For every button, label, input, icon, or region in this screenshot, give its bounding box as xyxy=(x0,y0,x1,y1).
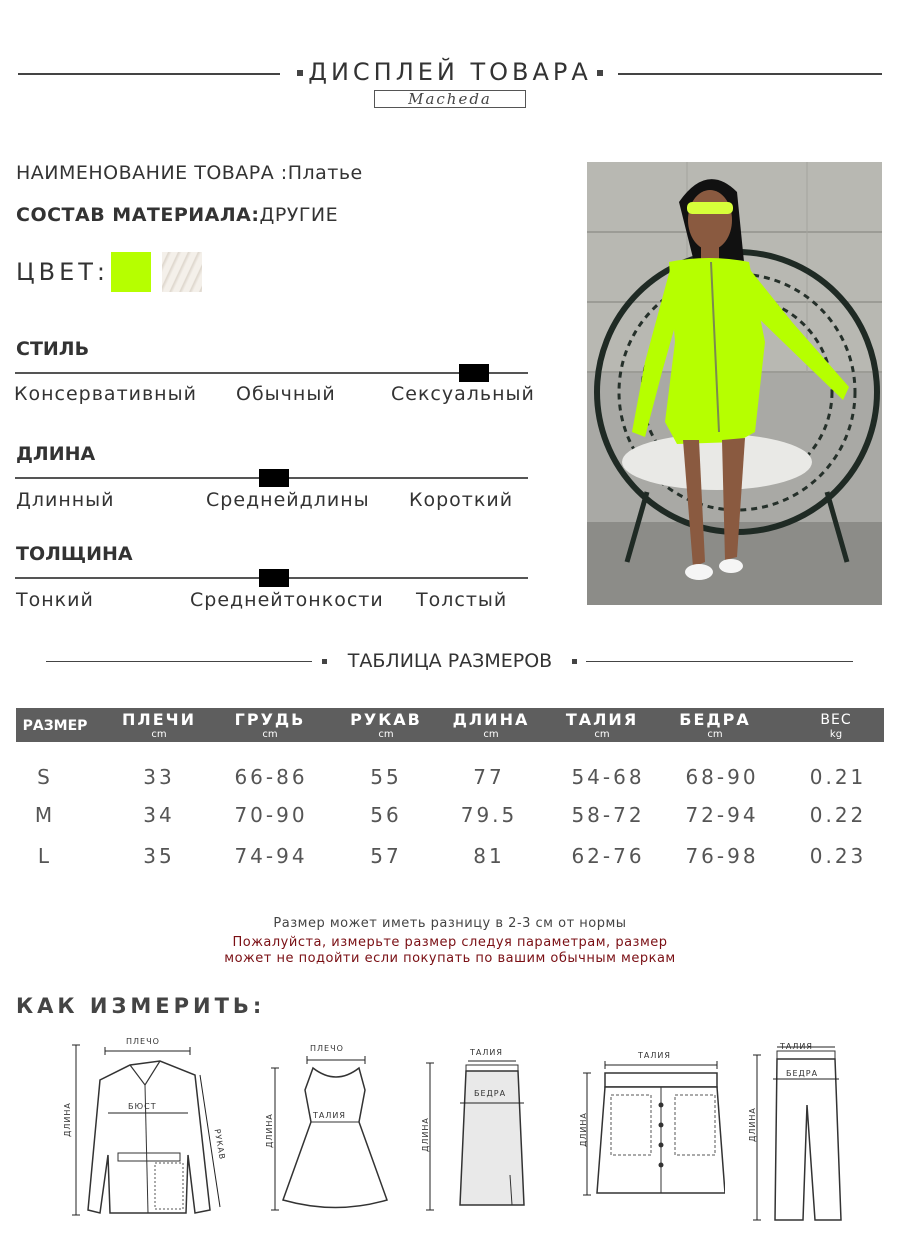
size-table-header xyxy=(16,708,884,742)
table-cell: 0.22 xyxy=(809,803,867,827)
header-right-square xyxy=(597,70,603,76)
table-cell: 0.21 xyxy=(809,765,867,789)
table-cell: M xyxy=(34,803,56,827)
thickness-option-thick: Толстый xyxy=(416,589,508,611)
thickness-option-thin: Тонкий xyxy=(16,589,94,611)
size-warning-line1: Пожалуйста, измерьте размер следуя параметрам, размер xyxy=(232,935,668,950)
table-cell: 58-72 xyxy=(571,803,645,827)
jacket-shoulder-label: ПЛЕЧО xyxy=(126,1037,160,1046)
style-scale-line xyxy=(15,372,528,374)
header-length: ДЛИНА cm xyxy=(452,710,530,740)
length-title: ДЛИНА xyxy=(16,443,96,465)
mini-skirt-waist-label: ТАЛИЯ xyxy=(638,1051,671,1060)
color-swatch-neon-green[interactable] xyxy=(111,252,151,292)
how-to-measure-title: КАК ИЗМЕРИТЬ: xyxy=(16,994,266,1018)
table-cell: 0.23 xyxy=(809,844,867,868)
dress-length-label: ДЛИНА xyxy=(264,1113,274,1148)
table-cell: L xyxy=(37,844,53,868)
header-weight: ВЕС kg xyxy=(820,712,852,740)
table-cell: 33 xyxy=(143,765,175,789)
table-cell: 77 xyxy=(473,765,505,789)
header-waist: ТАЛИЯ cm xyxy=(565,710,639,740)
table-cell: 68-90 xyxy=(685,765,759,789)
header-size: РАЗМЕР xyxy=(22,718,88,734)
table-cell: 62-76 xyxy=(571,844,645,868)
pants-diagram xyxy=(745,1035,855,1225)
color-label: ЦВЕТ: xyxy=(16,258,110,286)
table-cell: 35 xyxy=(143,844,175,868)
style-option-sexy: Сексуальный xyxy=(391,383,535,405)
table-cell: 34 xyxy=(143,803,175,827)
material-row xyxy=(16,204,338,226)
size-warning-line2: может не подойти если покупать по вашим обычным меркам xyxy=(224,951,676,966)
header-right-line xyxy=(618,73,882,75)
header-shoulders: ПЛЕЧИ cm xyxy=(122,710,196,740)
mini-skirt-length-label: ДЛИНА xyxy=(578,1112,588,1147)
skirt-diagram xyxy=(420,1055,530,1215)
product-photo xyxy=(587,162,882,605)
style-option-casual: Обычный xyxy=(236,383,336,405)
thickness-title: ТОЛЩИНА xyxy=(16,543,133,565)
size-table-title: ТАБЛИЦА РАЗМЕРОВ xyxy=(347,650,553,672)
size-title-right-square xyxy=(572,659,577,664)
table-cell: 76-98 xyxy=(685,844,759,868)
size-title-right-line xyxy=(586,661,853,662)
length-option-medium: Среднейдлины xyxy=(206,489,370,511)
product-name-label: НАИМЕНОВАНИЕ ТОВАРА : xyxy=(16,162,288,184)
length-option-short: Короткий xyxy=(409,489,514,511)
table-cell: 55 xyxy=(370,765,402,789)
skirt-waist-label: ТАЛИЯ xyxy=(470,1048,503,1057)
dress-diagram xyxy=(265,1050,405,1220)
table-cell: 70-90 xyxy=(234,803,308,827)
color-swatch-beige[interactable] xyxy=(162,252,202,292)
table-cell: 54-68 xyxy=(571,765,645,789)
product-name-row xyxy=(16,162,363,184)
product-name-value: Платье xyxy=(287,162,363,184)
table-cell: S xyxy=(37,765,53,789)
thickness-scale-marker xyxy=(259,569,289,587)
dress-shoulder-label: ПЛЕЧО xyxy=(310,1044,344,1053)
length-scale-marker xyxy=(259,469,289,487)
table-cell: 81 xyxy=(473,844,505,868)
mini-skirt-diagram xyxy=(575,1055,725,1205)
header-sleeve: РУКАВ cm xyxy=(350,710,422,740)
pants-waist-label: ТАЛИЯ xyxy=(780,1042,813,1051)
length-option-long: Длинный xyxy=(16,489,115,511)
table-cell: 79.5 xyxy=(460,803,518,827)
brand-name: Macheda xyxy=(374,90,526,108)
header-hips: БЕДРА cm xyxy=(679,710,751,740)
header-chest: ГРУДЬ cm xyxy=(234,710,306,740)
material-value: ДРУГИЕ xyxy=(259,204,339,226)
pants-hips-label: БЕДРА xyxy=(786,1069,819,1078)
jacket-length-label: ДЛИНА xyxy=(62,1102,72,1137)
material-label: СОСТАВ МАТЕРИАЛА: xyxy=(16,204,260,226)
style-scale-marker xyxy=(459,364,489,382)
table-cell: 56 xyxy=(370,803,402,827)
table-cell: 57 xyxy=(370,844,402,868)
style-title: СТИЛЬ xyxy=(16,338,90,360)
jacket-sleeve-label: РУКАВ xyxy=(212,1128,227,1161)
page-title: ДИСПЛЕЙ ТОВАРА xyxy=(308,58,592,86)
size-note: Размер может иметь разницу в 2-3 см от нормы xyxy=(273,916,627,931)
table-cell: 72-94 xyxy=(685,803,759,827)
skirt-hips-label: БЕДРА xyxy=(474,1089,507,1098)
style-option-conservative: Консервативный xyxy=(14,383,197,405)
product-photo-illustration xyxy=(587,162,882,605)
jacket-bust-label: БЮСТ xyxy=(128,1102,157,1111)
thickness-option-medium: Среднейтонкости xyxy=(190,589,384,611)
pants-length-label: ДЛИНА xyxy=(747,1107,757,1142)
table-cell: 66-86 xyxy=(234,765,308,789)
dress-waist-label: ТАЛИЯ xyxy=(313,1111,346,1120)
table-cell: 74-94 xyxy=(234,844,308,868)
skirt-length-label: ДЛИНА xyxy=(420,1117,430,1152)
jacket-diagram xyxy=(60,1035,240,1220)
